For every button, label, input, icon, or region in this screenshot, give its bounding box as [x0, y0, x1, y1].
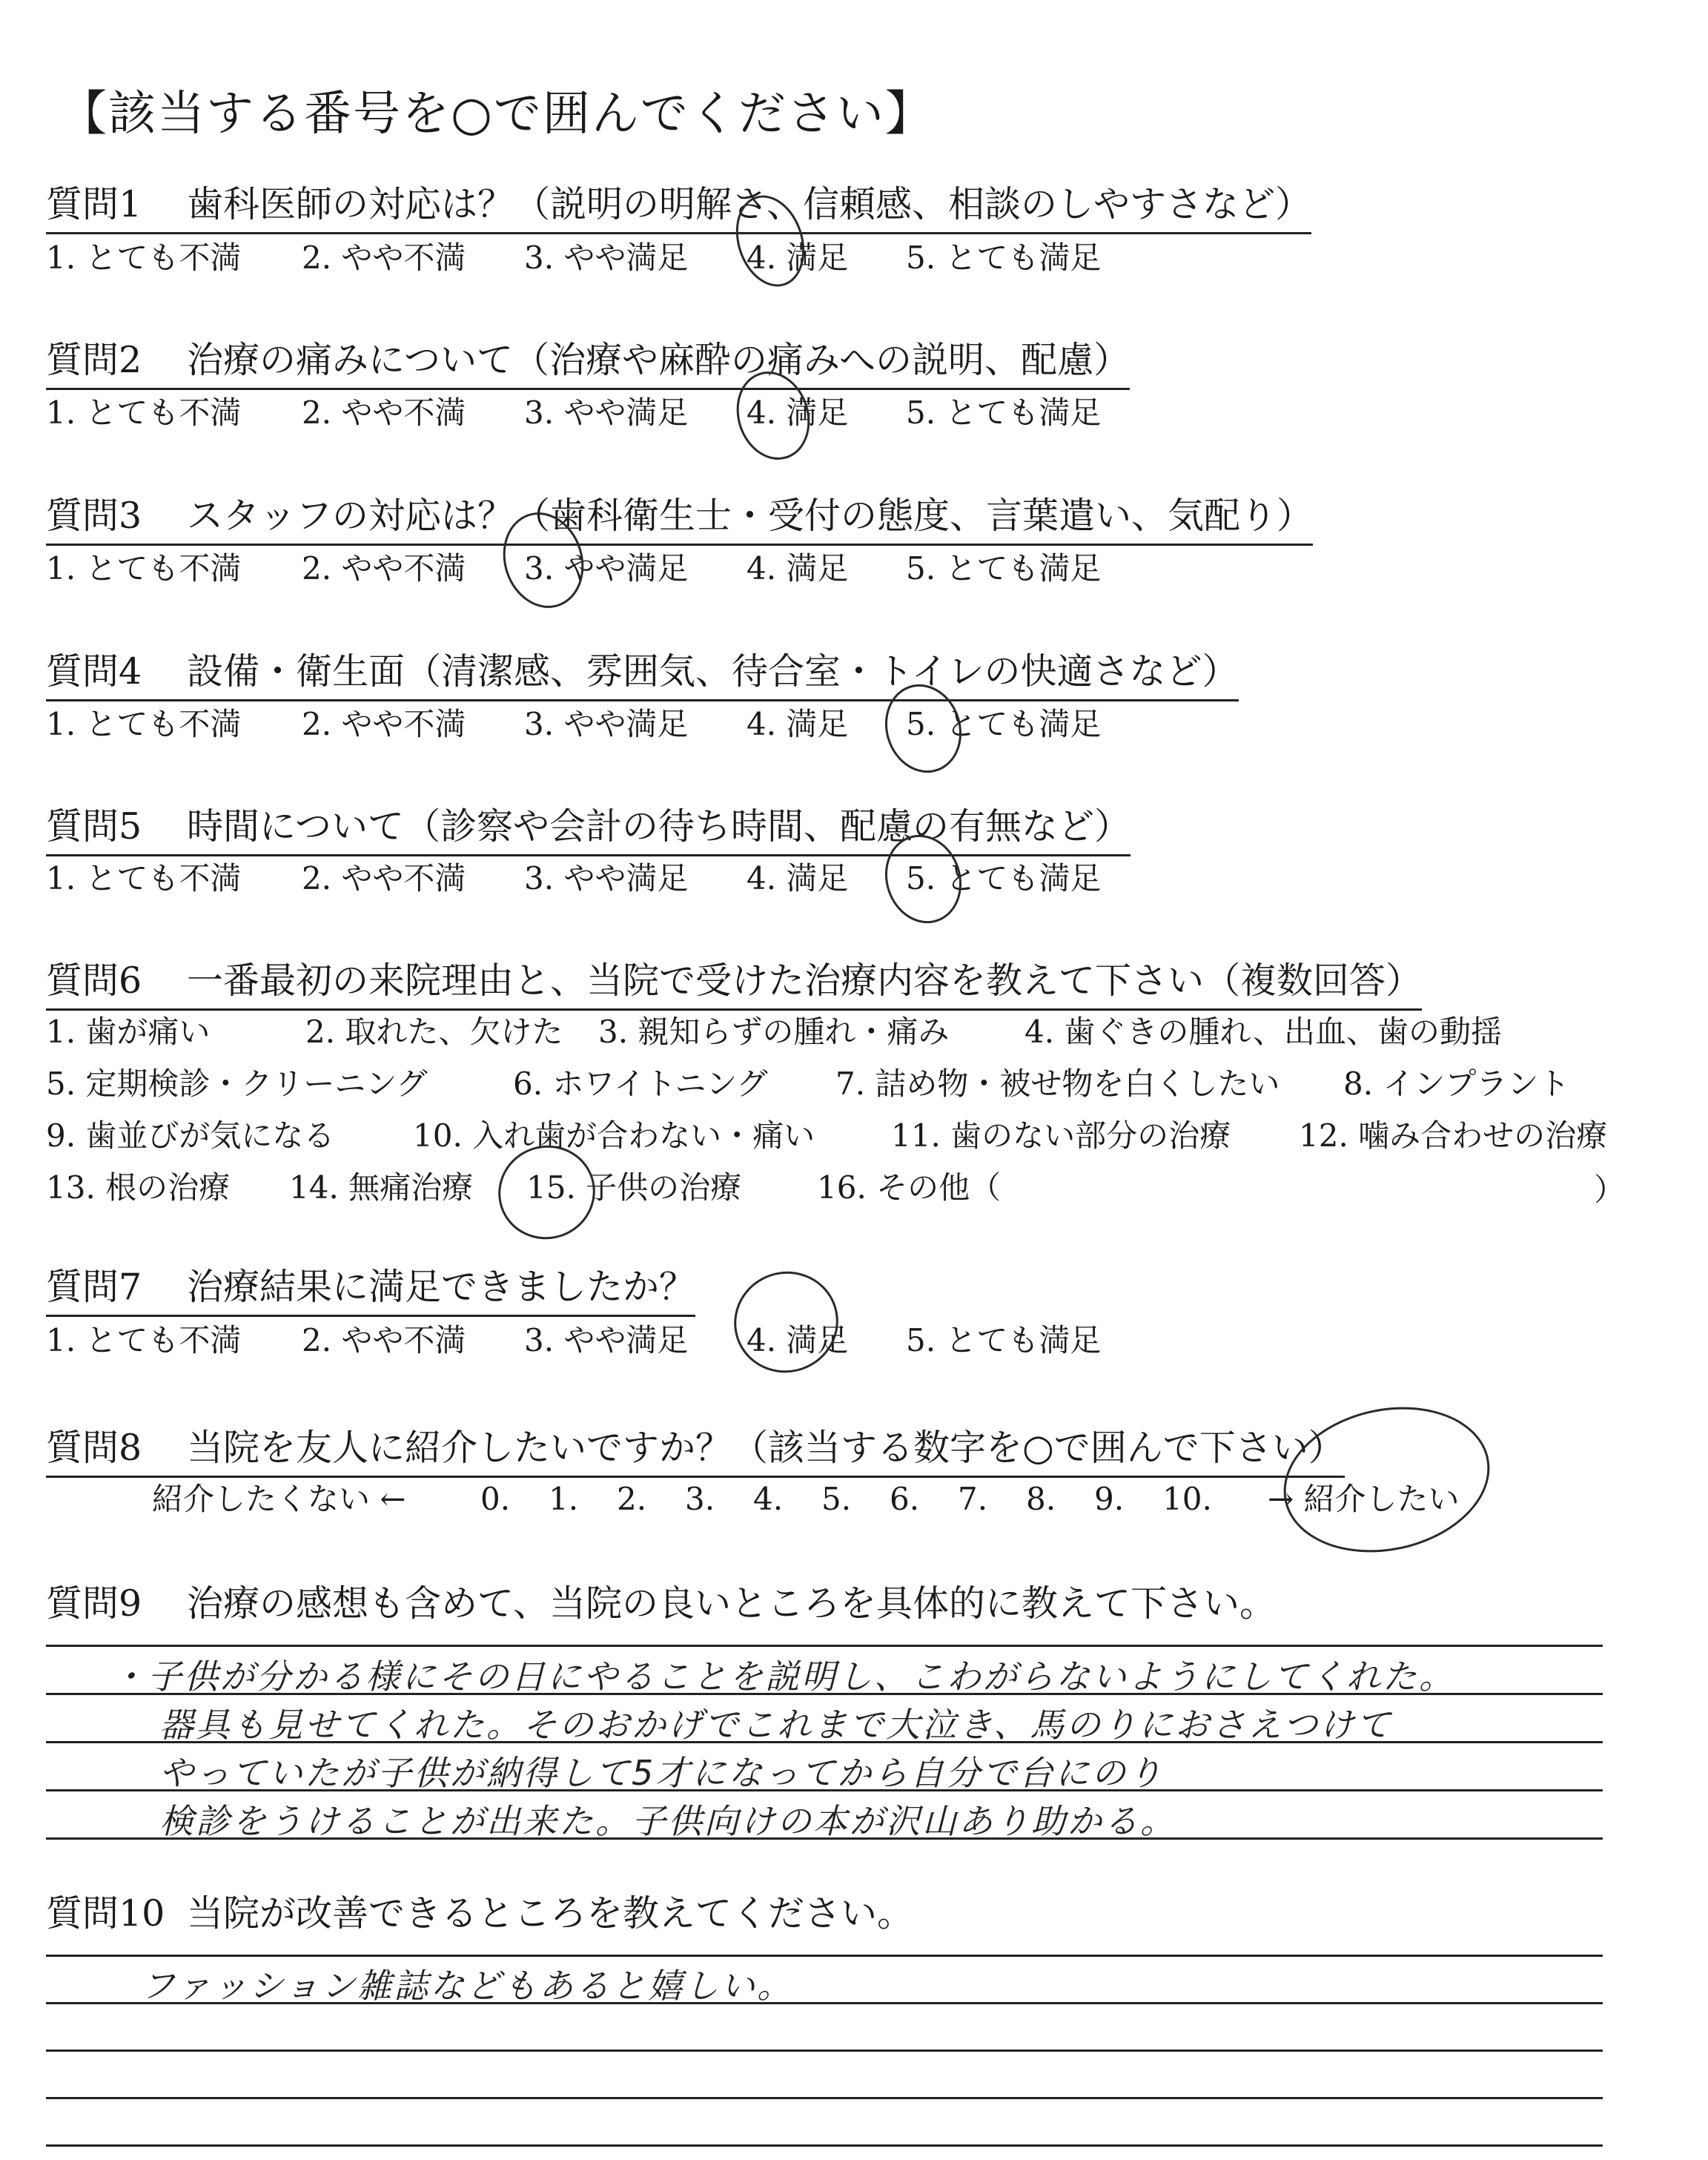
- answer-line: [46, 2097, 1603, 2099]
- reason-option[interactable]: 7. 詰め物・被せ物を白くしたい: [835, 1066, 1280, 1102]
- reason-option[interactable]: 10. 入れ歯が合わない・痛い: [413, 1117, 815, 1154]
- scale-value-4[interactable]: 4.: [753, 1481, 784, 1517]
- selection-circle: [721, 1258, 851, 1387]
- question-text: 歯科医師の対応は？（説明の明解さ、信頼感、相談のしやすさなど）: [187, 183, 1312, 225]
- handwritten-answer-line: 器具も見せてくれた。そのおかげでこれまで大泣き、馬のりにおさえつけて: [159, 1705, 1393, 1745]
- reason-option[interactable]: 5. 定期検診・クリーニング: [46, 1066, 428, 1102]
- question-number: 質問7: [46, 1266, 142, 1308]
- selection-circle: [1270, 1389, 1503, 1571]
- question-3: [46, 492, 1313, 546]
- scale-value-8[interactable]: 8.: [1026, 1481, 1056, 1517]
- option-4[interactable]: 4. 満足: [747, 394, 849, 431]
- option-4[interactable]: 4. 満足: [747, 550, 849, 587]
- scale-left-label: 紹介したくない ←: [152, 1481, 406, 1517]
- scale-value-2[interactable]: 2.: [617, 1481, 647, 1517]
- question-5: [46, 802, 1131, 856]
- question-number: 質問10: [46, 1892, 165, 1935]
- question-8: [46, 1424, 1345, 1478]
- reason-option[interactable]: 1. 歯が痛い: [46, 1014, 211, 1050]
- reason-option[interactable]: 12. 噛み合わせの治療: [1299, 1117, 1608, 1154]
- option-5[interactable]: 5. とても満足: [906, 394, 1102, 431]
- question-10: [46, 1889, 913, 1941]
- scale-value-0[interactable]: 0.: [480, 1481, 511, 1517]
- question-number: 質問6: [46, 960, 142, 1002]
- scale-value-9[interactable]: 9.: [1094, 1481, 1125, 1517]
- scale-value-6[interactable]: 6.: [890, 1481, 920, 1517]
- question-text: 治療結果に満足できましたか？: [187, 1266, 696, 1308]
- reason-option[interactable]: 14. 無痛治療: [289, 1169, 474, 1206]
- question-text: 一番最初の来院理由と、当院で受けた治療内容を教えて下さい（複数回答）: [187, 960, 1423, 1002]
- option-2[interactable]: 2. やや不満: [302, 860, 466, 896]
- option-5[interactable]: 5. とても満足: [906, 860, 1102, 896]
- option-2[interactable]: 2. やや不満: [302, 550, 466, 587]
- question-7: [46, 1263, 695, 1317]
- answer-line: [46, 1955, 1603, 1957]
- scale-value-3[interactable]: 3.: [685, 1481, 715, 1517]
- option-4[interactable]: 4. 満足: [747, 1322, 849, 1358]
- reason-option[interactable]: 13. 根の治療: [46, 1169, 231, 1206]
- reason-option[interactable]: 6. ホワイトニング: [513, 1066, 768, 1102]
- option-4[interactable]: 4. 満足: [747, 860, 849, 896]
- option-1[interactable]: 1. とても不満: [46, 550, 242, 587]
- scale-value-5[interactable]: 5.: [821, 1481, 852, 1517]
- option-5[interactable]: 5. とても満足: [906, 706, 1102, 742]
- handwritten-answer-line: やっていたが子供が納得して5才になってから自分で台にのり: [159, 1753, 1165, 1793]
- handwritten-answer-line: ・子供が分かる様にその日にやることを説明し、こわがらないようにしてくれた。: [111, 1657, 1455, 1697]
- question-number: 質問2: [46, 339, 142, 381]
- option-2[interactable]: 2. やや不満: [302, 706, 466, 742]
- question-text: 当院が改善できるところを教えてください。: [187, 1892, 914, 1935]
- handwritten-answer-line: 検診をうけることが出来た。子供向けの本が沢山あり助かる。: [159, 1801, 1176, 1841]
- option-2[interactable]: 2. やや不満: [302, 394, 466, 431]
- option-3[interactable]: 3. やや満足: [524, 550, 689, 587]
- handwritten-answer-line: ファッション雑誌などもあると嬉しい。: [141, 1966, 794, 2006]
- option-5[interactable]: 5. とても満足: [906, 1322, 1102, 1358]
- answer-line: [46, 1645, 1603, 1647]
- question-6: [46, 957, 1422, 1011]
- question-text: スタッフの対応は？（歯科衛生士・受付の態度、言葉遣い、気配り）: [187, 495, 1314, 537]
- option-1[interactable]: 1. とても不満: [46, 706, 242, 742]
- option-4[interactable]: 4. 満足: [747, 706, 849, 742]
- scale-value-7[interactable]: 7.: [958, 1481, 988, 1517]
- reason-option[interactable]: 11. 歯のない部分の治療: [891, 1117, 1231, 1154]
- option-3[interactable]: 3. やや満足: [524, 240, 689, 276]
- reason-option[interactable]: 8. インプラント: [1343, 1066, 1570, 1102]
- question-text: 当院を友人に紹介したいですか？（該当する数字を○で囲んで下さい）: [187, 1427, 1345, 1469]
- reason-option[interactable]: 16. その他（: [817, 1169, 1002, 1206]
- option-5[interactable]: 5. とても満足: [906, 550, 1102, 587]
- question-text: 治療の痛みについて（治療や麻酔の痛みへの説明、配慮）: [187, 339, 1131, 381]
- option-3[interactable]: 3. やや満足: [524, 706, 689, 742]
- question-number: 質問8: [46, 1427, 142, 1469]
- reason-option[interactable]: 15. 子供の治療: [526, 1169, 742, 1206]
- reason-option[interactable]: 2. 取れた、欠けた: [305, 1014, 563, 1050]
- question-number: 質問5: [46, 805, 142, 848]
- question-number: 質問9: [46, 1582, 142, 1625]
- question-number: 質問3: [46, 495, 142, 537]
- option-2[interactable]: 2. やや不満: [302, 240, 466, 276]
- answer-line: [46, 2050, 1603, 2052]
- option-1[interactable]: 1. とても不満: [46, 240, 242, 276]
- scale-value-1[interactable]: 1.: [549, 1481, 579, 1517]
- question-text: 時間について（診察や会計の待ち時間、配慮の有無など）: [187, 805, 1131, 848]
- reason-option[interactable]: 4. 歯ぐきの腫れ、出血、歯の動揺: [1025, 1014, 1502, 1050]
- question-9: [46, 1579, 1276, 1631]
- reason-option[interactable]: 9. 歯並びが気になる: [46, 1117, 335, 1154]
- scale-right-label[interactable]: → 紹介したい: [1268, 1481, 1460, 1517]
- question-number: 質問4: [46, 650, 142, 693]
- question-2: [46, 336, 1130, 390]
- question-4: [46, 647, 1239, 701]
- option-3[interactable]: 3. やや満足: [524, 394, 689, 431]
- question-text: 設備・衛生面（清潔感、雰囲気、待合室・トイレの快適さなど）: [187, 650, 1239, 693]
- question-text: 治療の感想も含めて、当院の良いところを具体的に教えて下さい。: [187, 1582, 1277, 1625]
- option-1[interactable]: 1. とても不満: [46, 860, 242, 896]
- question-number: 質問1: [46, 183, 142, 225]
- scale-value-10[interactable]: 10.: [1162, 1481, 1212, 1517]
- option-3[interactable]: 3. やや満足: [524, 860, 689, 896]
- option-3[interactable]: 3. やや満足: [524, 1322, 689, 1358]
- instruction-header: 【該当する番号を○で囲んでください】: [59, 87, 934, 142]
- option-4[interactable]: 4. 満足: [747, 240, 849, 276]
- option-1[interactable]: 1. とても不満: [46, 394, 242, 431]
- other-close-paren: ）: [1594, 1172, 1626, 1208]
- question-1: [46, 180, 1311, 234]
- option-5[interactable]: 5. とても満足: [906, 240, 1102, 276]
- option-1[interactable]: 1. とても不満: [46, 1322, 242, 1358]
- answer-line: [46, 2144, 1603, 2147]
- option-2[interactable]: 2. やや不満: [302, 1322, 466, 1358]
- reason-option[interactable]: 3. 親知らずの腫れ・痛み: [598, 1014, 950, 1050]
